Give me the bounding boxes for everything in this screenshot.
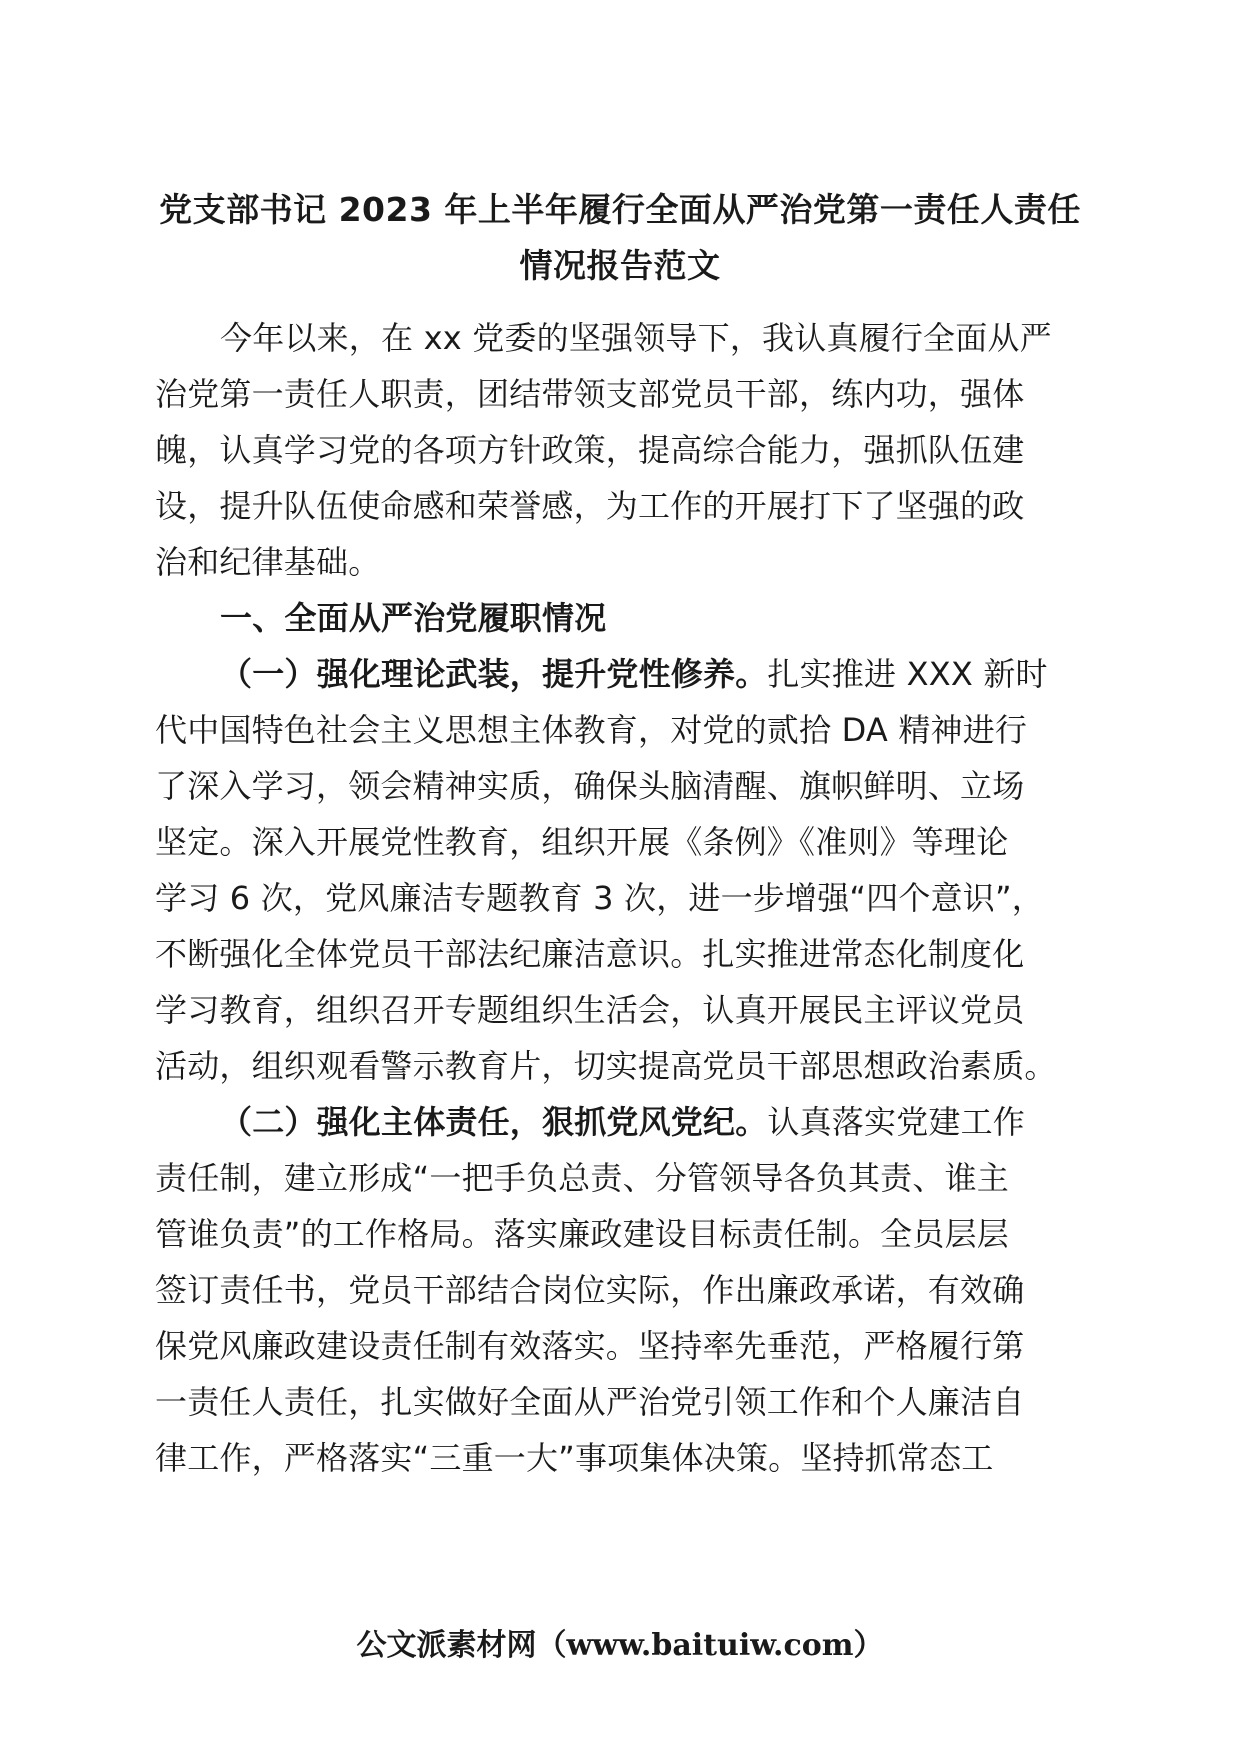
intro-line: 治党第一责任人职责，团结带领支部党员干部，练内功，强体 [155, 375, 1025, 413]
section-heading: 一、全面从严治党履职情况 [220, 599, 607, 637]
subsection-1-line: 不断强化全体党员干部法纪廉洁意识。扎实推进常态化制度化 [155, 935, 1025, 973]
intro-line: 设，提升队伍使命感和荣誉感，为工作的开展打下了坚强的政 [155, 487, 1025, 525]
subsection-2-line: 保党风廉政建设责任制有效落实。坚持率先垂范，严格履行第 [155, 1327, 1025, 1365]
document-title-line-2: 情况报告范文 [519, 246, 721, 285]
subsection-1-first-rest: 扎实推进 XXX 新时 [767, 655, 1048, 693]
subsection-1-line: 学习教育，组织召开专题组织生活会，认真开展民主评议党员 [155, 991, 1025, 1029]
subsection-2-line: 签订责任书，党员干部结合岗位实际，作出廉政承诺，有效确 [155, 1271, 1025, 1309]
subsection-2-line: 律工作，严格落实“三重一大”事项集体决策。坚持抓常态工 [155, 1439, 994, 1477]
page-footer-source: 公文派素材网（www.baituiw.com） [356, 1628, 884, 1663]
intro-line: 魄，认真学习党的各项方针政策，提高综合能力，强抓队伍建 [155, 431, 1025, 469]
subsection-2-first-rest: 认真落实党建工作 [767, 1103, 1026, 1141]
subsection-1-line: 学习 6 次，党风廉洁专题教育 3 次，进一步增强“四个意识”， [155, 879, 1044, 917]
subsection-1-line: 活动，组织观看警示教育片，切实提高党员干部思想政治素质。 [155, 1047, 1057, 1085]
subsection-2-line: 管谁负责”的工作格局。落实廉政建设目标责任制。全员层层 [155, 1215, 1009, 1253]
intro-line: 治和纪律基础。 [155, 543, 381, 581]
subsection-2-first-line [220, 1102, 1025, 1142]
subsection-1-first-line [220, 654, 1048, 694]
subsection-2-line: 责任制，建立形成“一把手负总责、分管领导各负其责、谁主 [155, 1159, 1009, 1197]
subsection-1-lead: （一）强化理论武装，提升党性修养。 [220, 655, 768, 693]
subsection-1-line: 坚定。深入开展党性教育，组织开展《条例》《准则》等理论 [155, 823, 1009, 861]
subsection-2-line: 一责任人责任，扎实做好全面从严治党引领工作和个人廉洁自 [155, 1383, 1025, 1421]
document-title-line-1: 党支部书记 2023 年上半年履行全面从严治党第一责任人责任 [159, 190, 1081, 229]
subsection-1-line: 了深入学习，领会精神实质，确保头脑清醒、旗帜鲜明、立场 [155, 767, 1025, 805]
intro-line: 今年以来，在 xx 党委的坚强领导下，我认真履行全面从严 [220, 319, 1052, 357]
subsection-2-lead: （二）强化主体责任，狠抓党风党纪。 [220, 1103, 768, 1141]
subsection-1-line: 代中国特色社会主义思想主体教育，对党的贰拾 DA 精神进行 [155, 711, 1028, 749]
